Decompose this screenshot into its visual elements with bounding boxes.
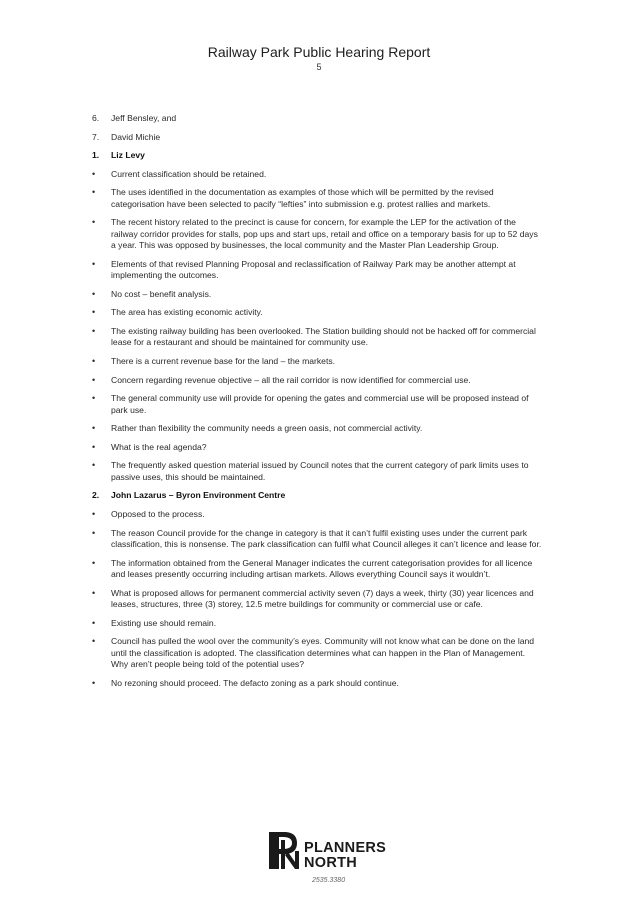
bullet-item <box>92 259 542 282</box>
item-text: The existing railway building has been overlooked. The Station building should not be hacked off for commercial lease for a restaurant and should be maintained for community use. <box>111 325 536 348</box>
item-text: No cost – benefit analysis. <box>111 288 212 299</box>
item-number: 6. <box>92 113 100 123</box>
bullet-item <box>92 678 542 689</box>
item-text: Liz Levy <box>111 150 145 161</box>
item-text: Council has pulled the wool over the community’s eyes. Community will not know what can be done on the land until the classification is adopted. The classification determines what can happen in the Plan of Management. Why aren’t people being told of the potential uses? <box>111 636 535 669</box>
bullet-item <box>92 356 542 367</box>
bullet-marker: • <box>92 307 96 318</box>
item-text: David Michie <box>111 131 161 142</box>
bullet-item <box>92 307 542 318</box>
item-text: The information obtained from the General Manager indicates the current categorisation provides for all licence and leases presently occurring including artisan markets. Allows everything Council says it wouldn’t. <box>111 557 533 579</box>
page-number: 5 <box>316 62 322 72</box>
bullet-item <box>92 528 542 551</box>
bullet-marker: • <box>92 393 96 404</box>
bullet-marker: • <box>92 460 96 471</box>
bullet-marker: • <box>92 557 96 568</box>
section-heading <box>92 150 542 161</box>
bullet-marker: • <box>92 168 96 179</box>
bullet-marker: • <box>92 441 96 452</box>
logo-text-north: NORTH <box>304 855 358 871</box>
item-text: Current classification should be retained. <box>111 168 267 179</box>
planners-north-logo-icon <box>268 831 300 871</box>
bullet-marker: • <box>92 527 96 538</box>
bullet-item <box>92 509 542 520</box>
report-body <box>92 113 542 689</box>
bullet-marker: • <box>92 288 96 299</box>
bullet-marker: • <box>92 217 96 228</box>
item-text: Concern regarding revenue objective – all the rail corridor is now identified for commercial use. <box>111 374 471 385</box>
bullet-marker: • <box>92 258 96 269</box>
bullet-item <box>92 375 542 386</box>
item-text: No rezoning should proceed. The defacto zoning as a park should continue. <box>111 677 399 688</box>
section-heading <box>92 490 542 501</box>
item-text: The area has existing economic activity. <box>111 307 263 318</box>
item-number: 2. <box>92 490 100 501</box>
bullet-item <box>92 588 542 611</box>
item-number: 7. <box>92 131 100 142</box>
item-text: The recent history related to the precinct is cause for concern, for example the LEP for the activation of the railway corridor provides for stalls, pop ups and start ups, retail and office on a temporary basis for up to 52 days a year. This was opposed by businesses, the local community and the Master Plan Leadership Group. <box>111 217 538 251</box>
item-text: What is proposed allows for permanent commercial activity seven (7) days a week, thirty (30) year licences and leases, structures, three (3) storey, 12.5 metre buildings for community or commercial use or cafe. <box>111 587 534 609</box>
bullet-marker: • <box>92 636 96 647</box>
bullet-item <box>92 618 542 629</box>
item-text: There is a current revenue base for the land – the markets. <box>111 355 336 366</box>
logo-number: 2535.3380 <box>312 877 346 884</box>
bullet-marker: • <box>92 325 96 336</box>
item-text: The frequently asked question material issued by Council notes that the current category of park limits uses to passive uses, this should be maintained. <box>111 460 529 482</box>
bullet-marker: • <box>92 587 96 598</box>
bullet-marker: • <box>92 423 96 434</box>
numbered-item <box>92 132 542 143</box>
bullet-item <box>92 217 542 251</box>
bullet-item <box>92 460 542 483</box>
planners-north-logo <box>268 828 398 888</box>
item-text: Jeff Bensley, and <box>111 113 177 123</box>
item-text: The general community use will provide for opening the gates and commercial use will be proposed instead of park use. <box>111 393 529 415</box>
bullet-item <box>92 326 542 349</box>
item-number: 1. <box>92 150 100 161</box>
item-text: Rather than flexibility the community needs a green oasis, not commercial activity. <box>111 423 423 434</box>
bullet-item <box>92 442 542 453</box>
numbered-item <box>92 113 542 124</box>
bullet-item <box>92 558 542 581</box>
bullet-item <box>92 187 542 210</box>
bullet-marker: • <box>92 355 96 366</box>
bullet-marker: • <box>92 374 96 385</box>
bullet-marker: • <box>92 677 96 688</box>
logo-text-planners: PLANNERS <box>304 840 387 856</box>
bullet-marker: • <box>92 508 96 519</box>
page-header <box>0 44 638 73</box>
item-text: The uses identified in the documentation as examples of those which will be permitted by the revised categorisation have been selected to pacify “lefties” into submission e.g. protest rallies and markets. <box>111 187 494 209</box>
item-text: The reason Council provide for the change in category is that it can’t fulfil existing uses under the current park classification, this is nonsense. The park classification can fulfil what Council alleges it can’t licence and lease for. <box>111 527 542 549</box>
bullet-item <box>92 289 542 300</box>
bullet-marker: • <box>92 187 96 198</box>
bullet-item <box>92 636 542 670</box>
item-text: Opposed to the process. <box>111 508 205 519</box>
item-text: What is the real agenda? <box>111 441 207 452</box>
report-title: Railway Park Public Hearing Report <box>207 44 431 60</box>
bullet-item <box>92 169 542 180</box>
item-text: Existing use should remain. <box>111 617 217 628</box>
bullet-marker: • <box>92 617 96 628</box>
item-text: Elements of that revised Planning Proposal and reclassification of Railway Park may be another attempt at implementing the outcomes. <box>111 258 516 281</box>
bullet-item <box>92 393 542 416</box>
bullet-item <box>92 423 542 434</box>
item-text: John Lazarus – Byron Environment Centre <box>111 490 286 501</box>
